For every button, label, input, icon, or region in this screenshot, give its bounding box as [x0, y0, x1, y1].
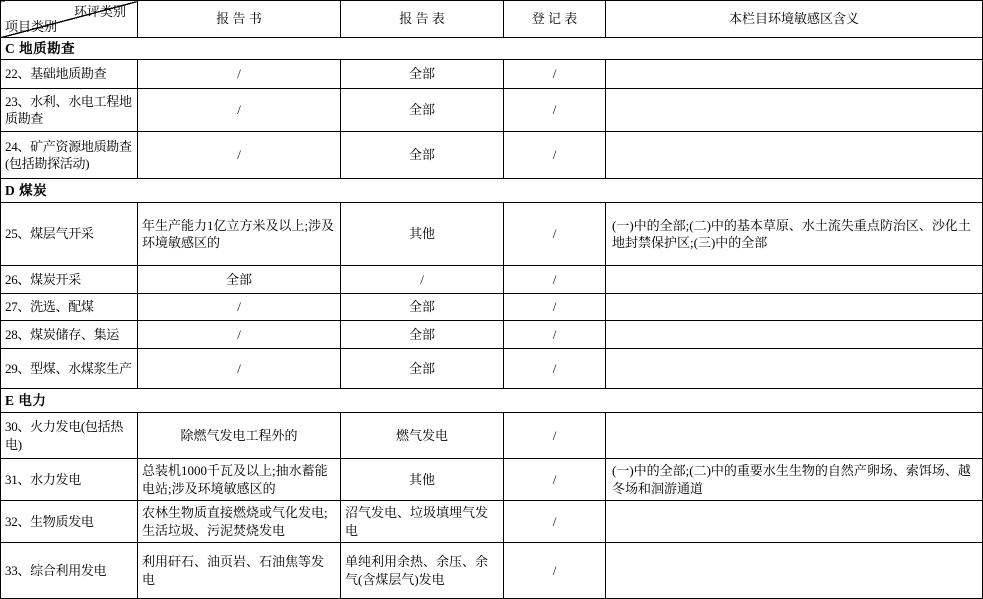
cell-registration-form: /	[504, 132, 606, 179]
cell-project: 22、基础地质勘查	[1, 60, 138, 89]
cell-report-form: 燃气发电	[341, 413, 504, 459]
cell-report-book: /	[138, 60, 341, 89]
cell-report-book: /	[138, 132, 341, 179]
table-row-29	[1, 349, 983, 389]
cell-registration-form: /	[504, 203, 606, 266]
cell-registration-form: /	[504, 266, 606, 294]
cell-project: 25、煤层气开采	[1, 203, 138, 266]
table-row-25	[1, 203, 983, 266]
cell-project: 32、生物质发电	[1, 501, 138, 543]
cell-sensitive-meaning	[606, 266, 983, 294]
cell-project: 29、型煤、水煤浆生产	[1, 349, 138, 389]
header-row	[1, 1, 983, 38]
table-row-32	[1, 501, 983, 543]
section-label: E 电力	[1, 389, 983, 413]
cell-project: 26、煤炭开采	[1, 266, 138, 294]
cell-report-book: /	[138, 89, 341, 132]
cell-report-book: 年生产能力1亿立方米及以上;涉及环境敏感区的	[138, 203, 341, 266]
cell-project: 28、煤炭储存、集运	[1, 321, 138, 349]
cell-project: 31、水力发电	[1, 459, 138, 501]
section-header-row-d	[1, 179, 983, 203]
cell-report-book: 利用矸石、油页岩、石油焦等发电	[138, 543, 341, 599]
corner-label-project-category: 项目类别	[5, 18, 58, 34]
section-label: C 地质勘查	[1, 38, 983, 60]
column-header-registration-form: 登 记 表	[504, 1, 606, 38]
section-header-row-c	[1, 38, 983, 60]
cell-report-form: 全部	[341, 349, 504, 389]
cell-registration-form: /	[504, 89, 606, 132]
cell-report-book: /	[138, 321, 341, 349]
cell-report-form: 全部	[341, 60, 504, 89]
cell-report-book: /	[138, 349, 341, 389]
cell-project: 24、矿产资源地质勘查(包括勘探活动)	[1, 132, 138, 179]
cell-sensitive-meaning	[606, 543, 983, 599]
cell-sensitive-meaning	[606, 413, 983, 459]
column-header-report-form: 报 告 表	[341, 1, 504, 38]
cell-registration-form: /	[504, 294, 606, 321]
corner-header-cell	[1, 1, 138, 38]
table-row-33	[1, 543, 983, 599]
table-row-28	[1, 321, 983, 349]
cell-report-form: 沼气发电、垃圾填埋气发电	[341, 501, 504, 543]
cell-project: 30、火力发电(包括热电)	[1, 413, 138, 459]
cell-sensitive-meaning	[606, 349, 983, 389]
cell-report-form: 全部	[341, 321, 504, 349]
cell-registration-form: /	[504, 349, 606, 389]
cell-project: 27、洗选、配煤	[1, 294, 138, 321]
cell-project: 23、水利、水电工程地质勘查	[1, 89, 138, 132]
cell-sensitive-meaning	[606, 132, 983, 179]
section-label: D 煤炭	[1, 179, 983, 203]
cell-project: 33、综合利用发电	[1, 543, 138, 599]
cell-sensitive-meaning	[606, 294, 983, 321]
cell-report-book: 总装机1000千瓦及以上;抽水蓄能电站;涉及环境敏感区的	[138, 459, 341, 501]
cell-report-form: 其他	[341, 459, 504, 501]
column-header-sensitive-meaning: 本栏目环境敏感区含义	[606, 1, 983, 38]
cell-sensitive-meaning	[606, 501, 983, 543]
cell-sensitive-meaning	[606, 60, 983, 89]
table-row-31	[1, 459, 983, 501]
table-row-30	[1, 413, 983, 459]
cell-report-form: 全部	[341, 132, 504, 179]
cell-sensitive-meaning	[606, 321, 983, 349]
cell-report-book: /	[138, 294, 341, 321]
cell-registration-form: /	[504, 321, 606, 349]
cell-registration-form: /	[504, 459, 606, 501]
cell-registration-form: /	[504, 60, 606, 89]
cell-report-form: 其他	[341, 203, 504, 266]
cell-sensitive-meaning: (一)中的全部;(二)中的基本草原、水土流失重点防治区、沙化土地封禁保护区;(三)中的全部	[606, 203, 983, 266]
table-row-26	[1, 266, 983, 294]
section-header-row-e	[1, 389, 983, 413]
cell-report-book: 农林生物质直接燃烧或气化发电;生活垃圾、污泥焚烧发电	[138, 501, 341, 543]
column-header-report-book: 报 告 书	[138, 1, 341, 38]
corner-label-eia-category: 环评类别	[73, 4, 126, 19]
cell-report-form: 全部	[341, 294, 504, 321]
cell-registration-form: /	[504, 543, 606, 599]
table-row-23	[1, 89, 983, 132]
table-row-24	[1, 132, 983, 179]
cell-report-form: 全部	[341, 89, 504, 132]
cell-registration-form: /	[504, 413, 606, 459]
table-row-22	[1, 60, 983, 89]
table-row-27	[1, 294, 983, 321]
cell-sensitive-meaning: (一)中的全部;(二)中的重要水生生物的自然产卵场、索饵场、越冬场和洄游通道	[606, 459, 983, 501]
cell-report-form: /	[341, 266, 504, 294]
cell-sensitive-meaning	[606, 89, 983, 132]
cell-registration-form: /	[504, 501, 606, 543]
cell-report-book: 全部	[138, 266, 341, 294]
cell-report-book: 除燃气发电工程外的	[138, 413, 341, 459]
cell-report-form: 单纯利用余热、余压、余气(含煤层气)发电	[341, 543, 504, 599]
